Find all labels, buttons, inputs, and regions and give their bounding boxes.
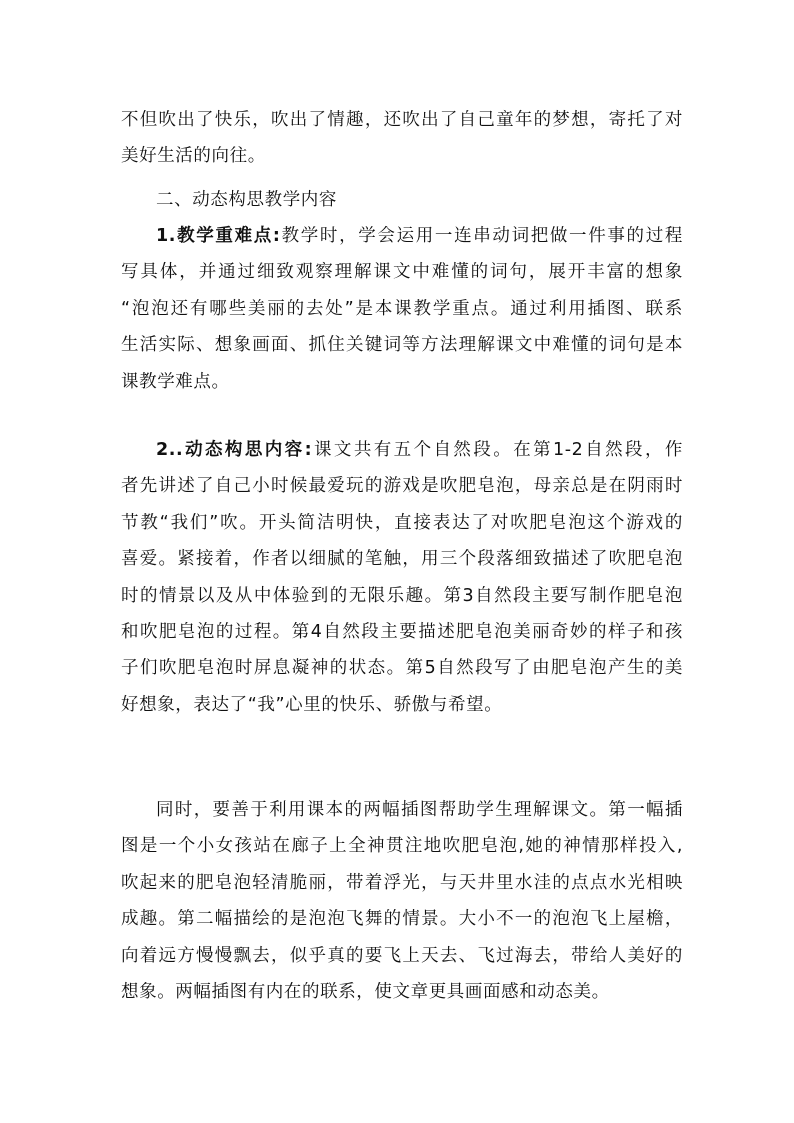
- content-text: 课文共有五个自然段。在第1-2自然段，作: [312, 440, 683, 460]
- section-heading: [121, 182, 683, 218]
- text-line: 想象。两幅插图有内在的联系，使文章更具画面感和动态美。: [121, 982, 610, 1003]
- key-points-text: 教学时，学会运用一连串动词把做一件事的过程: [280, 226, 683, 246]
- text-line: 节教“我们”吹。开头简洁明快，直接表达了对吹肥皂泡这个游戏的: [121, 512, 683, 533]
- text-line: 喜爱。紧接着，作者以细腻的笔触，用三个段落细致描述了吹肥皂泡: [121, 549, 683, 570]
- text-line: [121, 432, 683, 468]
- key-points-paragraph: [121, 218, 683, 400]
- illustrations-paragraph: [121, 792, 683, 1010]
- text-line: 向着远方慢慢飘去，似乎真的要飞上天去、飞过海去，带给人美好的: [121, 945, 683, 966]
- text-line: 写具体，并通过细致观察理解课文中难懂的词句，展开丰富的想象: [121, 262, 683, 283]
- text-line: [121, 218, 683, 254]
- text-line: 课教学难点。: [121, 371, 230, 392]
- text-line: 子们吹肥皂泡时屏息凝神的状态。第5自然段写了由肥皂泡产生的美: [121, 658, 683, 679]
- intro-paragraph: [121, 102, 683, 175]
- key-points-label: 1.教学重难点:: [156, 226, 281, 246]
- section-heading-text: 二、动态构思教学内容: [156, 190, 337, 210]
- text-line: “泡泡还有哪些美丽的去处”是本课教学重点。通过利用插图、联系: [121, 298, 683, 319]
- text-line: 吹起来的肥皂泡轻清脆丽，带着浮光，与天井里水洼的点点水光相映: [121, 872, 683, 893]
- text-line: 和吹肥皂泡的过程。第4自然段主要描述肥皂泡美丽奇妙的样子和孩: [121, 622, 683, 643]
- text-line: 图是一个小女孩站在廊子上全神贯注地吹肥皂泡,她的神情那样投入,: [121, 836, 683, 857]
- text-line: 者先讲述了自己小时候最爱玩的游戏是吹肥皂泡，母亲总是在阴雨时: [121, 476, 683, 497]
- text-line: 不但吹出了快乐，吹出了情趣，还吹出了自己童年的梦想，寄托了对: [121, 110, 683, 130]
- text-line: 成趣。第二幅描绘的是泡泡飞舞的情景。大小不一的泡泡飞上屋檐，: [121, 909, 683, 930]
- text-line: 时的情景以及从中体验到的无限乐趣。第3自然段主要写制作肥皂泡: [121, 585, 683, 606]
- content-paragraph: [121, 432, 683, 723]
- content-label: 2..动态构思内容:: [156, 440, 313, 460]
- text-line: 美好生活的向往。: [121, 146, 266, 167]
- text-line: 好想象，表达了“我”心里的快乐、骄傲与希望。: [121, 694, 503, 715]
- text-line: 生活实际、想象画面、抓住关键词等方法理解课文中难懂的词句是本: [121, 335, 683, 356]
- text-line: 同时，要善于利用课本的两幅插图帮助学生理解课文。第一幅插: [156, 800, 683, 820]
